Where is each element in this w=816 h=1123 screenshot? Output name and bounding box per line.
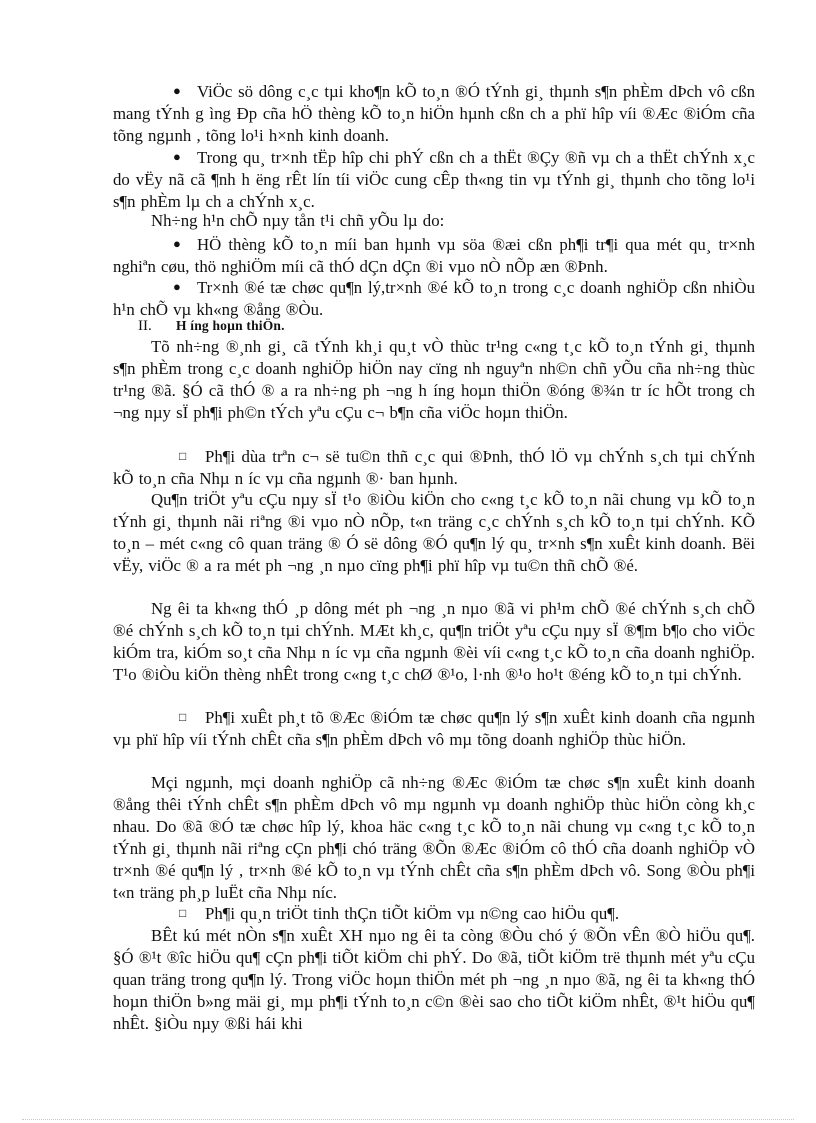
square-bullet-icon: □: [179, 710, 187, 724]
bullet-icon: ●: [173, 236, 181, 251]
bullet-icon: ●: [173, 83, 181, 98]
page-footer-divider: [22, 1119, 794, 1120]
bullet-icon: ●: [173, 279, 181, 294]
section-heading: [138, 316, 285, 336]
requirement-item-1: □ Ph¶i dùa trªn c¬ së tu©n thñ c¸c qui ®Þnh, thÓ lÖ vµ chÝnh s¸ch tµi chÝnh kÕ to¸n cña Nhµ n íc vµ cña ngµnh ®· ban hµnh.: [113, 447, 755, 488]
body-paragraph-8: Qu¶n triÖt yªu cÇu nµy sÏ t¹o ®iÒu kiÖn cho c«ng t¸c kÕ to¸n nãi chung vµ kÕ to¸n tÝnh gi¸ thµnh nãi riªng ®i vµo nÒ nÕp, t«n träng c¸c chÝnh s¸ch kÕ to¸n tµi chÝnh. KÕ to¸n – mét c«ng cô quan träng ® Ó së dông ®Ó qu¶n lý qu¸ tr×nh s¶n xuÊt kinh doanh. Bëi vËy, viÖc ® a ra mét ph ¬ng ¸n nµo cïng ph¶i phï hîp vµ tu©n thñ chÕ ®é.: [113, 490, 755, 575]
section-title: H íng hoµn thiÖn.: [176, 318, 285, 333]
square-bullet-icon: □: [179, 906, 187, 920]
requirement-item-2: □ Ph¶i xuÊt ph¸t tõ ®Æc ®iÓm tæ chøc qu¶n lý s¶n xuÊt kinh doanh cña ngµnh vµ phï hîp víi tÝnh chÊt cña s¶n phÈm dÞch vô mµ tõng doanh nghiÖp thùc hiÖn.: [113, 708, 755, 749]
bullet-paragraph-4: ● HÖ thèng kÕ to¸n míi ban hµnh vµ söa ®æi cßn ph¶i tr¶i qua mét qu¸ tr×nh nghiªn cøu, thö nghiÖm míi cã thÓ dÇn dÇn ®i vµo nÒ nÕp æn ®Þnh.: [113, 235, 755, 276]
square-bullet-icon: □: [179, 449, 187, 463]
bullet-paragraph-2: ● Trong qu¸ tr×nh tËp hîp chi phÝ cßn ch a thËt ®Çy ®ñ vµ ch a thËt chÝnh x¸c do vËy nã cã ¶nh h ëng rÊt lín tíi viÖc cung cÊp th«ng tin vµ tÝnh gi¸ thµnh cho tõng lo¹i s¶n phÈm lµ ch a chÝnh x¸c.: [113, 148, 755, 211]
body-paragraph-3: Nh÷ng h¹n chÕ nµy tån t¹i chñ yÕu lµ do:: [151, 211, 445, 230]
body-paragraph-11: Mçi ngµnh, mçi doanh nghiÖp cã nh÷ng ®Æc ®iÓm tæ chøc s¶n xuÊt kinh doanh ®ång thêi tÝnh chÊt s¶n phÈm dÞch vô mµ ngµnh vµ doanh nghiÖp thùc hiÖn còng kh¸c nhau. Do ®ã ®Ó tæ chøc hîp lý, khoa häc c«ng t¸c kÕ to¸n nãi chung vµ c«ng t¸c kÕ to¸n tÝnh gi¸ thµnh nãi riªng cÇn ph¶i chó träng ®Õn ®Æc ®iÓm cô thÓ cña doanh nghiÖp vÒ tr×nh ®é qu¶n lý , tr×nh ®é kÕ to¸n vµ tÝnh chÊt cña s¶n phÈm dÞch vô. Song ®Òu ph¶i t«n träng ph¸p luËt cña Nhµ níc.: [113, 773, 755, 902]
bullet-icon: ●: [173, 149, 181, 164]
bullet-paragraph-1: ● ViÖc sö dông c¸c tµi kho¶n kÕ to¸n ®Ó tÝnh gi¸ thµnh s¶n phÈm dÞch vô cßn mang tÝnh g ìng Ðp cña hÖ thèng kÕ to¸n hiÖn hµnh cßn ch a phï hîp víi ®Æc ®iÓm cña tõng ngµnh , tõng lo¹i h×nh kinh doanh.: [113, 82, 755, 145]
bullet-paragraph-5: ● Tr×nh ®é tæ chøc qu¶n lý,tr×nh ®é kÕ to¸n trong c¸c doanh nghiÖp cßn nhiÒu h¹n chÕ vµ kh«ng ®ång ®Òu.: [113, 278, 755, 319]
body-paragraph-6: Tõ nh÷ng ®¸nh gi¸ cã tÝnh kh¸i qu¸t vÒ thùc tr¹ng c«ng t¸c kÕ to¸n tÝnh gi¸ thµnh s¶n phÈm trong c¸c doanh nghiÖp hiÖn nay cïng nh nguyªn nh©n chñ yÕu cña nh÷ng thùc tr¹ng ®ã. §Ó cã thÓ ® a ra nh÷ng ph ¬ng h íng hoµn thiÖn ®óng ®¾n tr íc hÕt trong ch ¬ng nµy sÏ ph¶i ph©n tÝch yªu cÇu c¬ b¶n cña viÖc hoµn thiÖn.: [113, 337, 755, 422]
body-paragraph-9: Ng êi ta kh«ng thÓ ¸p dông mét ph ¬ng ¸n nµo ®ã vi ph¹m chÕ ®é chÝnh s¸ch chÕ ®é chÝnh s¸ch kÕ to¸n tµi chÝnh. MÆt kh¸c, qu¶n triÖt yªu cÇu nµy sÏ ®¶m b¶o cho viÖc kiÓm tra, kiÓm so¸t cña Nhµ n íc vµ cña ngµnh ®èi víi c«ng t¸c kÕ to¸n cña doanh nghiÖp. T¹o ®iÒu kiÖn thèng nhÊt trong c«ng t¸c chØ ®¹o, l·nh ®¹o ho¹t ®éng kÕ to¸n tµi chÝnh.: [113, 599, 755, 684]
requirement-item-3: □ Ph¶i qu¸n triÖt tinh thÇn tiÕt kiÖm vµ n©ng cao hiÖu qu¶.: [179, 904, 620, 923]
section-number: II.: [138, 318, 152, 334]
body-paragraph-13: BÊt kú mét nÒn s¶n xuÊt XH nµo ng êi ta còng ®Òu chó ý ®Õn vÊn ®Ò hiÖu qu¶. §Ó ®¹t ®îc hiÖu qu¶ cÇn ph¶i tiÕt kiÖm chi phÝ. Do ®ã, tiÕt kiÖm trë thµnh mét yªu cÇu quan träng trong qu¶n lý. Trong viÖc hoµn thiÖn mét ph ¬ng ¸n nµo ®ã, ng êi ta kh«ng thÓ hoµn thiÖn b»ng mäi gi¸ mµ ph¶i tÝnh to¸n c©n ®èi sao cho tiÕt kiÖm nhÊt, ®¹t hiÖu qu¶ nhÊt. §iÒu nµy ®ßi hái khi: [113, 926, 755, 1033]
